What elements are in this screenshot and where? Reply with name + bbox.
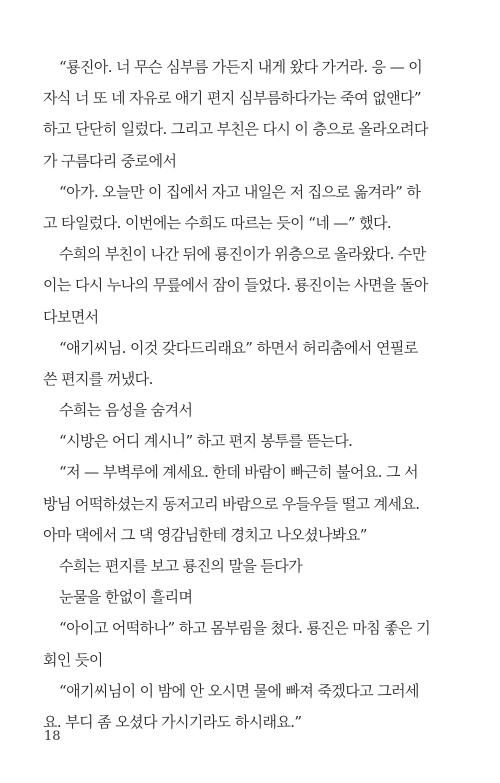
text-line: 수희의 부친이 나간 뒤에 룡진이가 위층으로 올라왔다. 수만 [59, 245, 426, 264]
text-line: “아가. 오늘만 이 집에서 자고 내일은 저 집으로 옮겨라” 하 [59, 182, 421, 201]
text-line: 이는 다시 누나의 무릎에서 잠이 들었다. 룡진이는 사면을 돌아 [43, 276, 428, 295]
text-line: 아마 댁에서 그 댁 영감님한테 경치고 나오셨나봐요” [43, 525, 367, 544]
text-line: 수희는 음성을 숨겨서 [59, 401, 193, 420]
text-line: “저 — 부벽루에 계세요. 한데 바람이 빠근히 불어요. 그 서 [59, 463, 419, 482]
text-line: “아이고 어떡하나” 하고 몸부림을 쳤다. 룡진은 마침 좋은 기 [59, 619, 431, 638]
text-line: 방님 어떡하셨는지 동저고리 바람으로 우들우들 떨고 계세요. [43, 494, 420, 513]
text-line: 자식 너 또 네 자유로 애기 편지 심부름하다가는 죽여 없앤다” [43, 89, 421, 108]
text-line: 눈물을 한없이 흘리며 [59, 588, 193, 607]
text-line: 다보면서 [43, 307, 99, 326]
text-line: “애기씨님. 이것 갖다드리래요” 하면서 허리춤에서 연필로 [59, 338, 418, 357]
text-line: 가 구름다리 중로에서 [43, 151, 177, 170]
text-line: 요. 부디 좀 오셨다 가시기라도 하시래요.” [43, 712, 302, 731]
text-line: 회인 듯이 [43, 650, 103, 669]
page-number: 18 [44, 729, 61, 744]
text-line: “룡진아. 너 무슨 심부름 가든지 내게 왔다 가거라. 응 — 이 [59, 58, 423, 76]
text-line: “시방은 어디 계시니” 하고 편지 봉투를 뜯는다. [59, 432, 353, 451]
text-line: 고 타일렀다. 이번에는 수희도 따르는 듯이 “네 —” 했다. [43, 213, 392, 232]
text-line: 쓴 편지를 꺼냈다. [43, 369, 153, 388]
text-line: 수희는 편지를 보고 룡진의 말을 듣다가 [59, 557, 303, 575]
text-line: “애기씨님이 이 밤에 안 오시면 물에 빠져 죽겠다고 그러세 [59, 681, 419, 700]
body-text [43, 52, 433, 738]
text-line: 하고 단단히 일렀다. 그리고 부친은 다시 이 층으로 올라오려다 [43, 120, 428, 139]
